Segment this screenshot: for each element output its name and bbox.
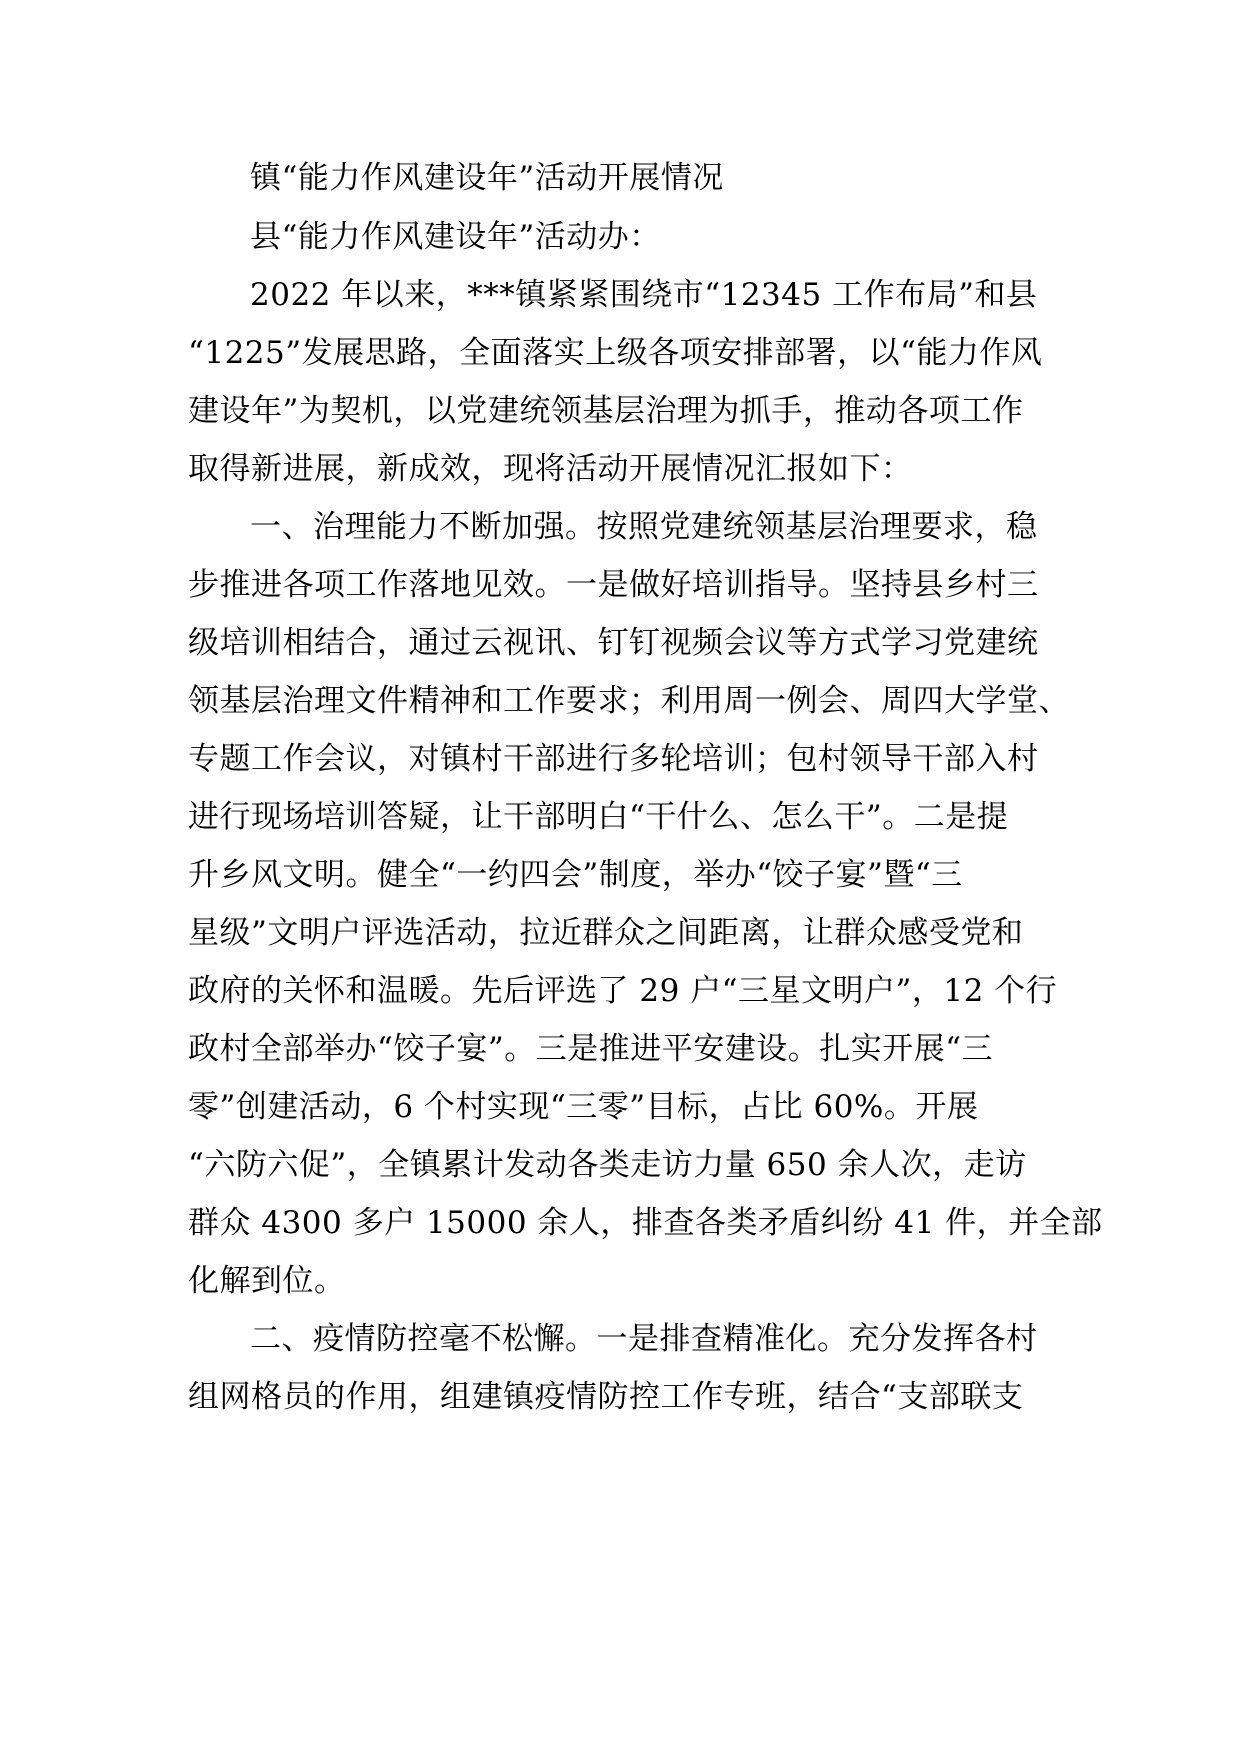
- body-line: 升乡风文明。健全“一约四会”制度，举办“饺子宴”暨“三: [188, 857, 963, 893]
- body-line: 零”创建活动，6 个村实现“三零”目标，占比 60%。开展: [188, 1089, 979, 1125]
- body-line: 建设年”为契机，以党建统领基层治理为抓手，推动各项工作: [188, 393, 1024, 429]
- body-line: 政村全部举办“饺子宴”。三是推进平安建设。扎实开展“三: [188, 1031, 994, 1067]
- body-line: 取得新进展，新成效，现将活动开展情况汇报如下：: [188, 451, 913, 487]
- body-line: 2022 年以来，***镇紧紧围绕市“12345 工作布局”和县: [250, 277, 1038, 313]
- body-line: 专题工作会议，对镇村干部进行多轮培训；包村领导干部入村: [188, 741, 1039, 777]
- body-line: 领基层治理文件精神和工作要求；利用周一例会、周四大学堂、: [188, 683, 1070, 719]
- document-title: 镇“能力作风建设年”活动开展情况: [250, 160, 724, 196]
- body-line: 星级”文明户评选活动，拉近群众之间距离，让群众感受党和: [188, 915, 1024, 951]
- body-line: 群众 4300 多户 15000 余人，排查各类矛盾纠纷 41 件，并全部: [188, 1205, 1103, 1241]
- body-line: 级培训相结合，通过云视讯、钉钉视频会议等方式学习党建统: [188, 625, 1039, 661]
- document-salutation: 县“能力作风建设年”活动办：: [250, 219, 661, 255]
- body-line: 步推进各项工作落地见效。一是做好培训指导。坚持县乡村三: [188, 567, 1039, 603]
- body-line: “1225”发展思路，全面落实上级各项安排部署，以“能力作风: [188, 335, 1043, 371]
- body-line: “六防六促”，全镇累计发动各类走访力量 650 余人次，走访: [188, 1147, 1027, 1183]
- body-line: 组网格员的作用，组建镇疫情防控工作专班，结合“支部联支: [188, 1379, 1024, 1415]
- body-line: 二、疫情防控毫不松懈。一是排查精准化。充分发挥各村: [250, 1321, 1038, 1357]
- body-line: 进行现场培训答疑，让干部明白“干什么、怎么干”。二是提: [188, 799, 1009, 835]
- body-line: 化解到位。: [188, 1263, 346, 1299]
- body-line: 政府的关怀和温暖。先后评选了 29 户“三星文明户”，12 个行: [188, 973, 1058, 1009]
- body-line: 一、治理能力不断加强。按照党建统领基层治理要求，稳: [250, 509, 1038, 545]
